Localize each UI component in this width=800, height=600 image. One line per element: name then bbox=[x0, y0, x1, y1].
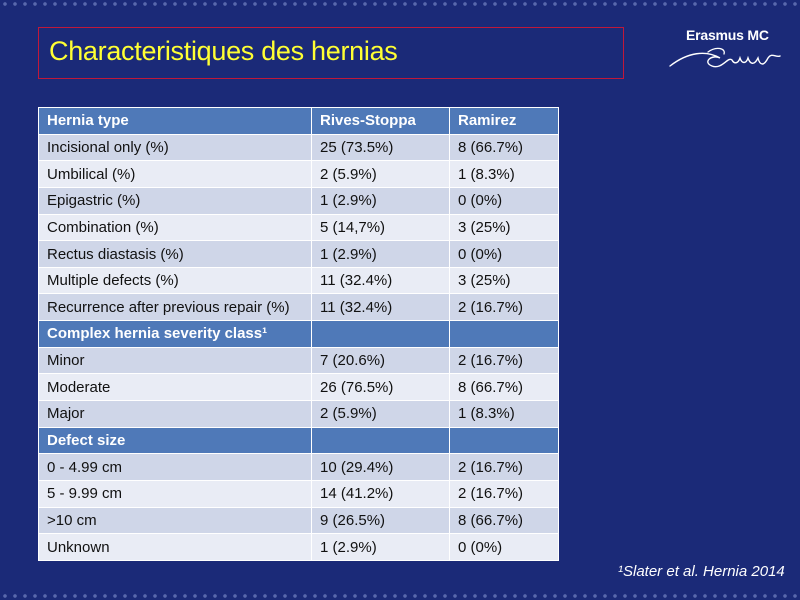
table-row bbox=[39, 294, 559, 321]
table-cell: >10 cm bbox=[39, 507, 312, 534]
table-row bbox=[39, 267, 559, 294]
table-cell: 3 (25%) bbox=[450, 214, 559, 241]
table-header-row bbox=[39, 108, 559, 135]
table-cell: 1 (2.9%) bbox=[312, 187, 450, 214]
top-dot-border bbox=[0, 0, 800, 8]
table-cell: 2 (16.7%) bbox=[450, 347, 559, 374]
table-cell: 14 (41.2%) bbox=[312, 480, 450, 507]
table-row bbox=[39, 401, 559, 428]
table-cell: 11 (32.4%) bbox=[312, 267, 450, 294]
table-cell: Hernia type bbox=[39, 108, 312, 135]
table-cell: Recurrence after previous repair (%) bbox=[39, 294, 312, 321]
hernia-characteristics-table bbox=[38, 107, 559, 561]
table-cell: 8 (66.7%) bbox=[450, 134, 559, 161]
table-cell: 11 (32.4%) bbox=[312, 294, 450, 321]
bottom-dot-border bbox=[0, 592, 800, 600]
table-cell: 2 (16.7%) bbox=[450, 480, 559, 507]
table-cell: 9 (26.5%) bbox=[312, 507, 450, 534]
table-header-row bbox=[39, 321, 559, 348]
logo-wordmark: Erasmus MC bbox=[686, 27, 769, 43]
table-cell: Defect size bbox=[39, 427, 312, 454]
table-cell: 25 (73.5%) bbox=[312, 134, 450, 161]
table-cell bbox=[312, 427, 450, 454]
table-cell: Moderate bbox=[39, 374, 312, 401]
table-row bbox=[39, 347, 559, 374]
table-cell: 10 (29.4%) bbox=[312, 454, 450, 481]
table-cell: Umbilical (%) bbox=[39, 161, 312, 188]
table-cell: 5 - 9.99 cm bbox=[39, 480, 312, 507]
table-cell: 7 (20.6%) bbox=[312, 347, 450, 374]
table-cell: 2 (5.9%) bbox=[312, 401, 450, 428]
table-cell bbox=[450, 321, 559, 348]
table-cell: 0 - 4.99 cm bbox=[39, 454, 312, 481]
table-cell: 0 (0%) bbox=[450, 241, 559, 268]
slide-title: Characteristiques des hernias bbox=[49, 36, 398, 66]
table-header-row bbox=[39, 427, 559, 454]
table-cell: 0 (0%) bbox=[450, 187, 559, 214]
table-row bbox=[39, 507, 559, 534]
table-cell: 5 (14,7%) bbox=[312, 214, 450, 241]
table-cell bbox=[450, 427, 559, 454]
table-cell: Epigastric (%) bbox=[39, 187, 312, 214]
table-cell: Combination (%) bbox=[39, 214, 312, 241]
table-cell: 2 (16.7%) bbox=[450, 294, 559, 321]
table-cell: Rectus diastasis (%) bbox=[39, 241, 312, 268]
table-row bbox=[39, 374, 559, 401]
table-cell: 1 (2.9%) bbox=[312, 241, 450, 268]
table-row bbox=[39, 241, 559, 268]
table-cell: Ramirez bbox=[450, 108, 559, 135]
table-row bbox=[39, 161, 559, 188]
table-cell: Incisional only (%) bbox=[39, 134, 312, 161]
table-cell bbox=[312, 321, 450, 348]
table-cell: 8 (66.7%) bbox=[450, 374, 559, 401]
footnote-citation: ¹Slater et al. Hernia 2014 bbox=[618, 563, 785, 580]
table-row bbox=[39, 134, 559, 161]
table-cell: 8 (66.7%) bbox=[450, 507, 559, 534]
table-row bbox=[39, 480, 559, 507]
table-cell: Minor bbox=[39, 347, 312, 374]
table-row bbox=[39, 187, 559, 214]
table-cell: 3 (25%) bbox=[450, 267, 559, 294]
table-cell: 1 (8.3%) bbox=[450, 401, 559, 428]
table-cell: Complex hernia severity class¹ bbox=[39, 321, 312, 348]
table-cell: Major bbox=[39, 401, 312, 428]
table-cell: 1 (2.9%) bbox=[312, 534, 450, 561]
table-cell: 2 (5.9%) bbox=[312, 161, 450, 188]
table-row bbox=[39, 534, 559, 561]
table-row bbox=[39, 454, 559, 481]
erasmus-signature-icon bbox=[668, 44, 783, 74]
table-cell: 26 (76.5%) bbox=[312, 374, 450, 401]
table-cell: Unknown bbox=[39, 534, 312, 561]
table-cell: 1 (8.3%) bbox=[450, 161, 559, 188]
table-cell: 0 (0%) bbox=[450, 534, 559, 561]
table-cell: Multiple defects (%) bbox=[39, 267, 312, 294]
table-cell: Rives-Stoppa bbox=[312, 108, 450, 135]
table-row bbox=[39, 214, 559, 241]
title-frame bbox=[38, 27, 624, 79]
table-cell: 2 (16.7%) bbox=[450, 454, 559, 481]
